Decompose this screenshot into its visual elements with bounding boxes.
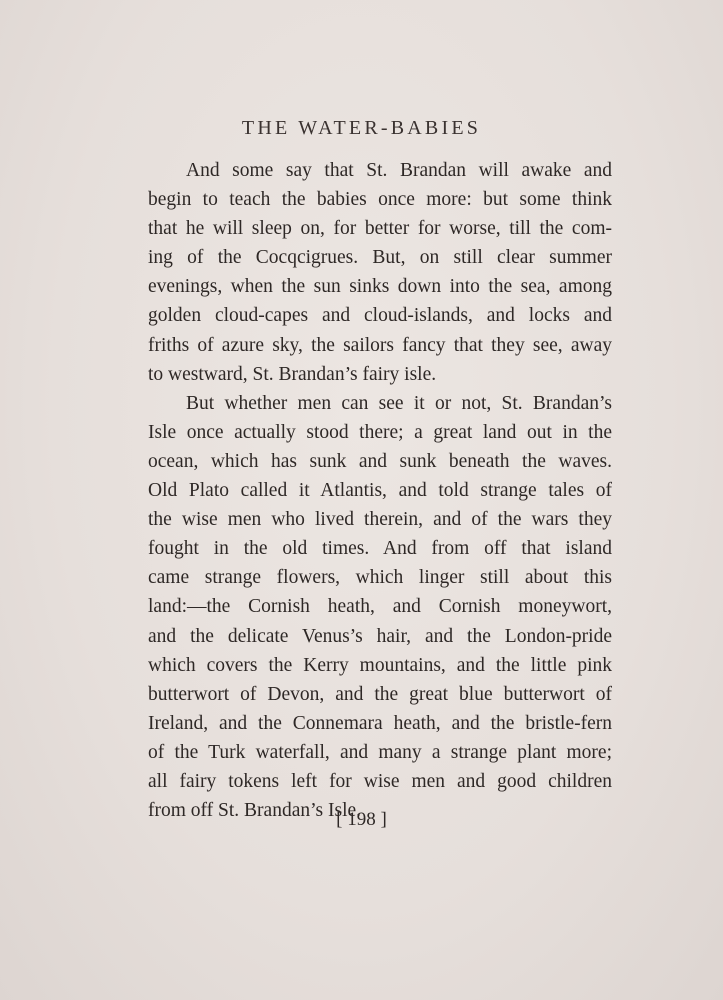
text-line: But whether men can see it or not, St. Brandan’s [186,392,612,414]
text-line: all fairy tokens left for wise men and good children [148,770,612,792]
text-line: and the delicate Venus’s hair, and the London-pride [148,625,612,647]
text-line: Ireland, and the Connemara heath, and the bristle-fern [148,712,612,734]
text-line: begin to teach the babies once more: but some think [148,189,612,211]
text-line: fought in the old times. And from off that island [148,538,612,560]
text-line: to westward, St. Brandan’s fairy isle. [148,363,437,385]
text-line: of the Turk waterfall, and many a strange plant more; [148,741,612,763]
text-line: evenings, when the sun sinks down into the sea, among [148,276,612,298]
page-number: [ 198 ] [336,809,387,830]
text-line: the wise men who lived therein, and of the wars they [148,509,612,531]
text-line: friths of azure sky, the sailors fancy that they see, away [148,334,612,356]
text-line: And some say that St. Brandan will awake and [186,160,612,181]
text-line: that he will sleep on, for better for worse, till the com- [148,218,612,240]
text-line: Old Plato called it Atlantis, and told strange tales of [148,480,612,502]
text-line: came strange flowers, which linger still about this [148,567,612,589]
text-line: which covers the Kerry mountains, and the little pink [148,654,612,676]
text-line: butterwort of Devon, and the great blue butterwort of [148,683,612,705]
paragraph-2 [148,389,612,825]
running-head: THE WATER-BABIES [241,117,482,139]
text-line: land:—the Cornish heath, and Cornish moneywort, [148,596,612,618]
text-line: ing of the Cocqcigrues. But, on still clear summer [148,247,612,269]
text-line: ocean, which has sunk and sunk beneath the waves. [148,450,612,472]
text-line: golden cloud-capes and cloud-islands, and locks and [148,305,612,327]
text-line: from off St. Brandan’s Isle. [148,800,362,822]
paragraph-1 [148,156,612,389]
body-text [148,156,612,825]
text-line: Isle once actually stood there; a great land out in the [148,421,612,443]
